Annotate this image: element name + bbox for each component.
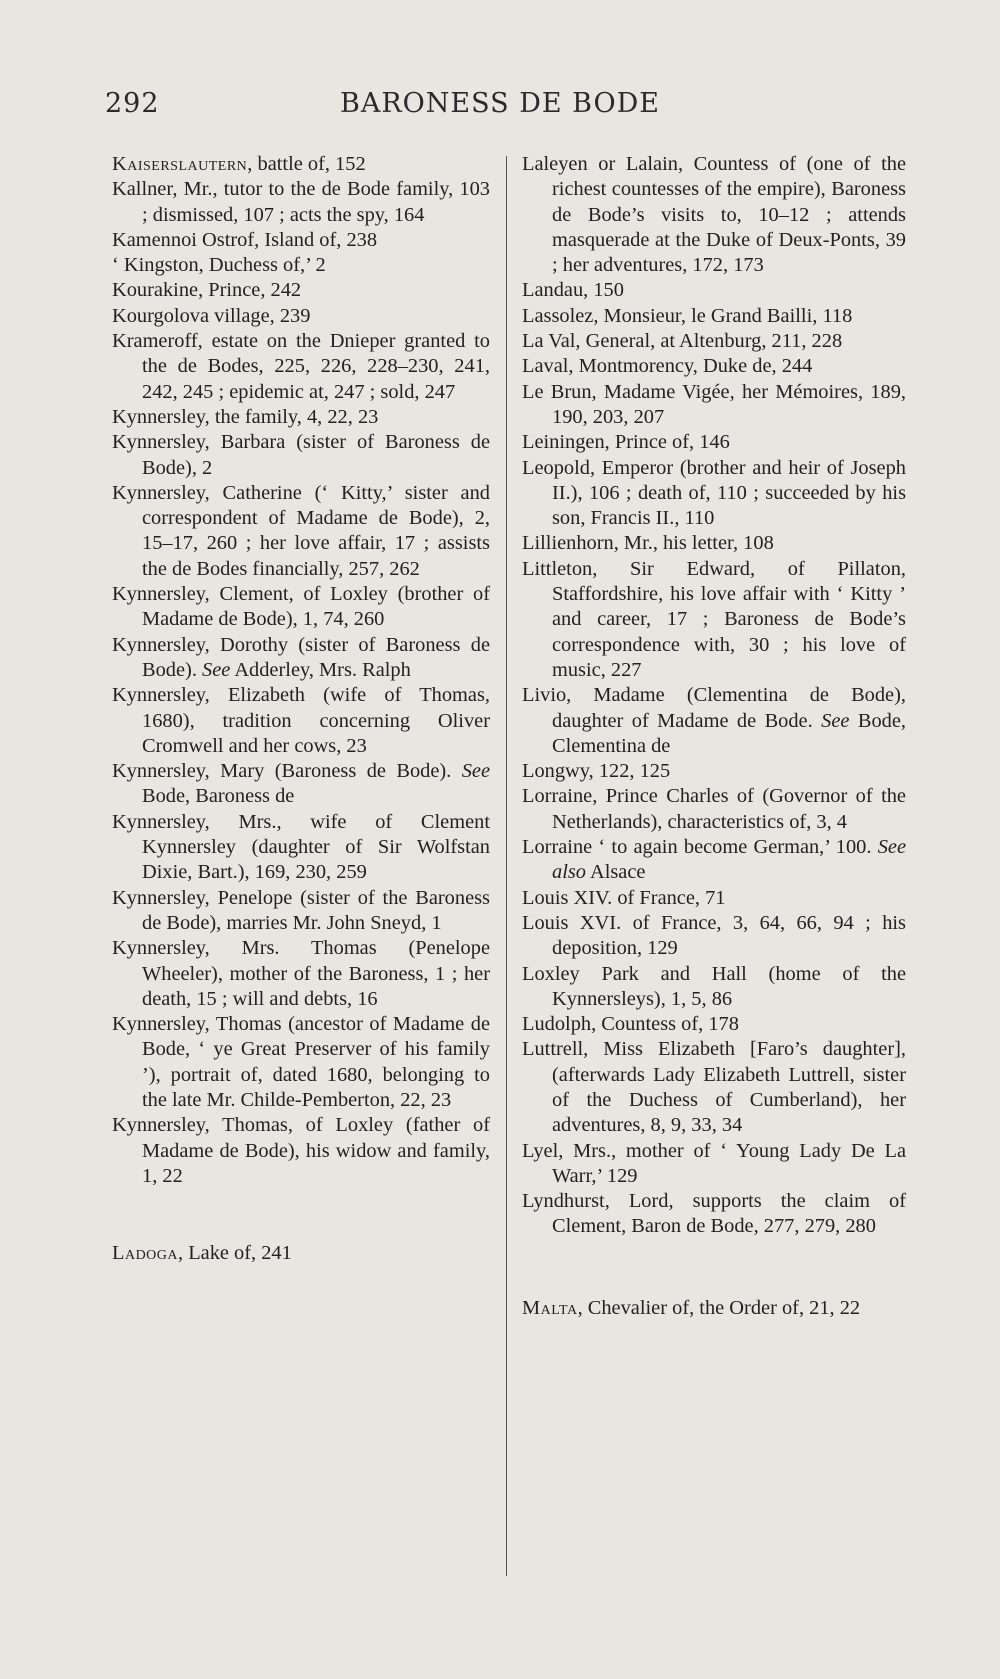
entry-text: Kynnersley, Thomas (ancestor of Madame de Bode, ‘ ye Great Preserver of his family ’), portrait of, dated 1680, belonging to the late Mr. Childe-Pemberton, 22, 23 xyxy=(112,1013,490,1111)
index-entry xyxy=(522,557,906,683)
entry-text: Ludolph, Countess of, 178 xyxy=(522,1013,739,1036)
index-entry xyxy=(112,481,490,582)
index-entry xyxy=(522,1012,906,1037)
index-entry xyxy=(522,380,906,431)
index-entry xyxy=(112,936,490,1012)
see-reference: See also xyxy=(552,836,906,884)
right-column xyxy=(522,152,906,1321)
index-entry xyxy=(522,278,906,303)
running-title: BARONESS DE BODE xyxy=(339,88,660,119)
entry-text: Leiningen, Prince of, 146 xyxy=(522,431,730,454)
entry-text: Kynnersley, the family, 4, 22, 23 xyxy=(112,405,379,428)
entry-text: La Val, General, at Altenburg, 211, 228 xyxy=(522,330,843,353)
index-entry xyxy=(112,228,490,253)
entry-text: Kynnersley, Penelope (sister of the Baroness de Bode), marries Mr. John Sneyd, 1 xyxy=(112,886,490,934)
index-entry xyxy=(112,152,490,177)
entry-text: , battle of, 152 xyxy=(247,153,366,175)
index-entry xyxy=(112,582,490,633)
index-entry xyxy=(112,683,490,759)
index-entry xyxy=(112,253,490,278)
see-reference: See xyxy=(202,658,231,681)
entry-text: Lassolez, Monsieur, le Grand Bailli, 118 xyxy=(522,304,853,327)
entry-text: Lorraine, Prince Charles of (Governor of the Netherlands), characteristics of, 3, 4 xyxy=(522,785,906,833)
entry-text: Kynnersley, Mrs. Thomas (Penelope Wheeler), mother of the Baroness, 1 ; her death, 15 ; will and debts, 16 xyxy=(112,937,490,1010)
entry-text: Lorraine ‘ to again become German,’ 100. xyxy=(522,836,872,859)
entry-text: Luttrell, Miss Elizabeth [Faro’s daughter], (afterwards Lady Elizabeth Luttrell, sister of the Duchess of Cumberland), her adventures, 8, 9, 33, 34 xyxy=(522,1038,906,1137)
index-entry xyxy=(522,304,906,329)
index-entry xyxy=(112,304,490,329)
entry-text: Lyel, Mrs., mother of ‘ Young Lady De La Warr,’ 129 xyxy=(522,1139,906,1187)
index-entry xyxy=(522,835,906,886)
see-target: Adderley, Mrs. Ralph xyxy=(230,658,411,681)
entry-text: Lillienhorn, Mr., his letter, 108 xyxy=(522,532,774,555)
left-column xyxy=(112,152,490,1266)
entry-text: Littleton, Sir Edward, of Pillaton, Staffordshire, his love affair with ‘ Kitty ’ and career, 17 ; Baroness de Bode’s correspondence with, 30 ; his love of music, 227 xyxy=(522,557,906,681)
index-entry xyxy=(112,1012,490,1113)
index-entry xyxy=(522,1037,906,1138)
index-entry xyxy=(522,759,906,784)
entry-text: Krameroff, estate on the Dnieper granted to the de Bodes, 225, 226, 228–230, 241, 242, 245 ; epidemic at, 247 ; sold, 247 xyxy=(112,330,490,403)
index-entry xyxy=(112,430,490,481)
entry-text: Loxley Park and Hall (home of the Kynnersleys), 1, 5, 86 xyxy=(522,962,906,1010)
index-entry xyxy=(522,784,906,835)
entry-heading: Kaiserslautern xyxy=(112,153,248,175)
entry-text: Kynnersley, Elizabeth (wife of Thomas, 1680), tradition concerning Oliver Cromwell and her cows, 23 xyxy=(112,684,490,757)
entry-text: Longwy, 122, 125 xyxy=(522,760,671,783)
index-entry xyxy=(522,456,906,532)
index-entry xyxy=(522,531,906,556)
entry-text: Kallner, Mr., tutor to the de Bode family, 103 ; dismissed, 107 ; acts the spy, 164 xyxy=(112,178,490,226)
entry-text: Kynnersley, Mary (Baroness de Bode). xyxy=(112,760,452,783)
entry-text: Kynnersley, Mrs., wife of Clement Kynnersley (daughter of Sir Wolfstan Dixie, Bart.), 169, 230, 259 xyxy=(112,810,490,884)
index-entry xyxy=(112,405,490,430)
index-entry xyxy=(112,278,490,303)
index-entry-final-left: Ladoga, Lake of, 241 xyxy=(112,1242,292,1265)
index-entry xyxy=(112,633,490,684)
index-entry xyxy=(112,1113,490,1189)
index-entry xyxy=(522,886,906,911)
page-number: 292 xyxy=(105,88,160,119)
entry-text: Landau, 150 xyxy=(522,279,624,302)
see-target: Alsace xyxy=(586,861,646,884)
entry-text: Kynnersley, Dorothy (sister of Baroness de Bode). xyxy=(112,633,490,681)
entry-text: ‘ Kingston, Duchess of,’ 2 xyxy=(112,254,326,277)
see-reference: See xyxy=(461,760,491,783)
see-target: Bode, Clementina de xyxy=(552,709,906,757)
index-entry xyxy=(522,962,906,1013)
entry-text: Leopold, Emperor (brother and heir of Joseph II.), 106 ; death of, 110 ; succeeded by his son, Francis II., 110 xyxy=(522,456,906,530)
index-entry xyxy=(522,152,906,278)
entry-text: Laval, Montmorency, Duke de, 244 xyxy=(522,355,813,378)
see-target: Bode, Baroness de xyxy=(142,785,295,808)
index-entry xyxy=(522,354,906,379)
index-entry xyxy=(522,430,906,455)
entry-text: Kourgolova village, 239 xyxy=(112,304,311,327)
index-entry xyxy=(522,1139,906,1190)
entry-text: Livio, Madame (Clementina de Bode), daughter of Madame de Bode. xyxy=(522,684,906,732)
page-header xyxy=(105,88,895,128)
index-entry xyxy=(522,1189,906,1240)
entry-text: Louis XIV. of France, 71 xyxy=(522,886,726,909)
entry-text: Kynnersley, Thomas, of Loxley (father of Madame de Bode), his widow and family, 1, 22 xyxy=(112,1114,490,1187)
index-entry xyxy=(112,759,490,810)
see-reference: See xyxy=(821,709,850,732)
entry-text: Le Brun, Madame Vigée, her Mémoires, 189, 190, 203, 207 xyxy=(522,380,906,428)
entry-text: Lyndhurst, Lord, supports the claim of Clement, Baron de Bode, 277, 279, 280 xyxy=(522,1190,906,1238)
entry-text: Kynnersley, Clement, of Loxley (brother of Madame de Bode), 1, 74, 260 xyxy=(112,583,490,631)
column-divider xyxy=(506,156,507,1576)
index-entry xyxy=(522,329,906,354)
entry-text: Kynnersley, Barbara (sister of Baroness de Bode), 2 xyxy=(112,431,490,479)
index-entry xyxy=(112,810,490,886)
index-entry xyxy=(522,911,906,962)
entry-text: Kynnersley, Catherine (‘ Kitty,’ sister and correspondent of Madame de Bode), 2, 15–17, 260 ; her love affair, 17 ; assists the de Bodes financially, 257, 262 xyxy=(112,481,490,580)
index-entry xyxy=(112,886,490,937)
index-entry xyxy=(522,683,906,759)
entry-text: Kourakine, Prince, 242 xyxy=(112,279,302,302)
entry-text: Laleyen or Lalain, Countess of (one of the richest countesses of the empire), Baroness de Bode’s visits to, 10–12 ; attends masquerade at the Duke of Deux-Ponts, 39 ; her adventures, 172, 173 xyxy=(522,153,906,277)
entry-text: Louis XVI. of France, 3, 64, 66, 94 ; his deposition, 129 xyxy=(522,911,906,960)
index-entry-final-right: Malta, Chevalier of, the Order of, 21, 22 xyxy=(522,1296,861,1319)
index-entry xyxy=(112,177,490,228)
entry-text: Kamennoi Ostrof, Island of, 238 xyxy=(112,228,378,251)
index-entry xyxy=(112,329,490,405)
